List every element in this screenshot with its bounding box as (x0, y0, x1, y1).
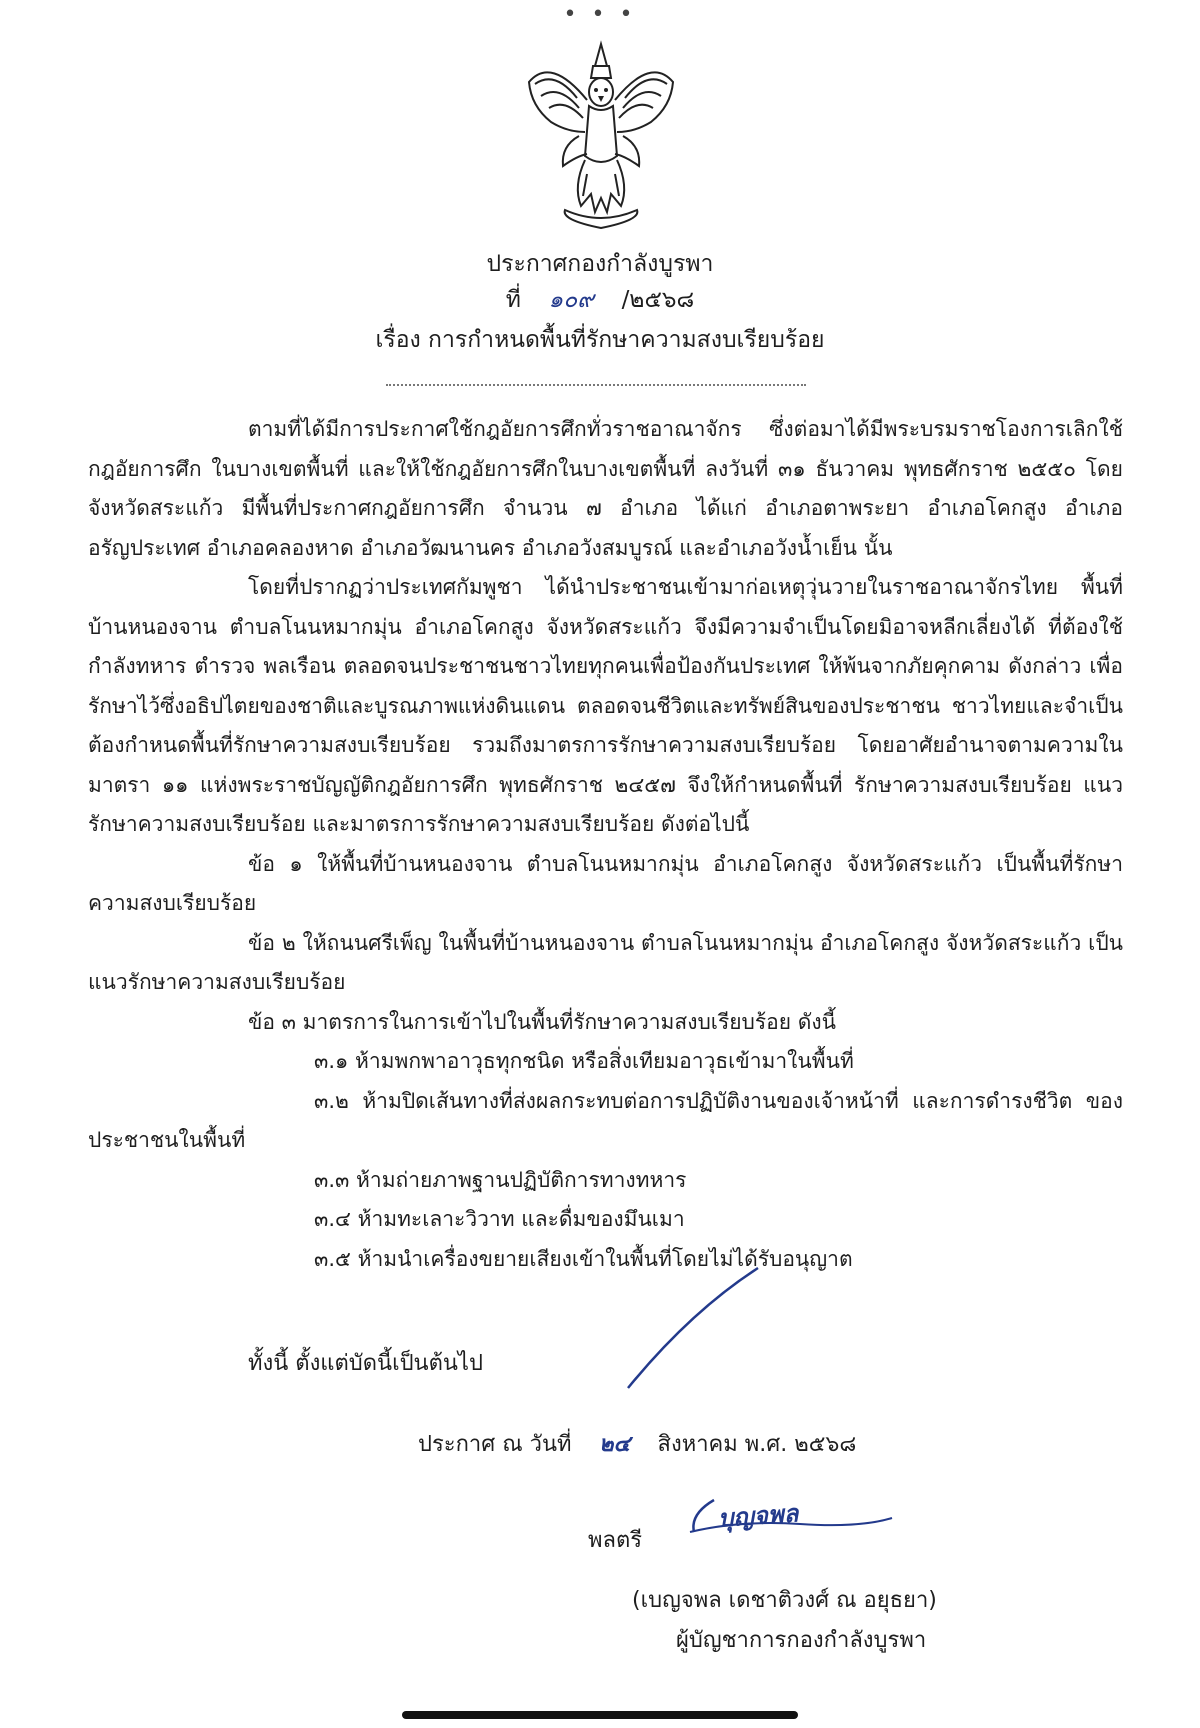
number-prefix: ที่ (505, 287, 521, 313)
number-handwritten: ๑๐๙ (548, 287, 594, 313)
top-dots: • • • (563, 2, 637, 27)
signer-name: (เบญจพล เดชาติวงศ์ ณ อยุธยา) (632, 1588, 937, 1613)
item-1: ข้อ ๑ ให้พื้นที่บ้านหนองจาน ตำบลโนนหมากมุ่น อำเภอโคกสูง จังหวัดสระแก้ว เป็นพื้นที่รักษา ความสงบเรียบร้อย (88, 851, 1123, 915)
item-3-3: ๓.๓ ห้ามถ่ายภาพฐานปฏิบัติการทางทหาร (314, 1167, 687, 1192)
announcement-number (0, 282, 1200, 318)
signature: บุญจพล (717, 1499, 800, 1533)
item-3-2: ๓.๒ ห้ามปิดเส้นทางที่ส่งผลกระทบต่อการปฏิบัติงานของเจ้าหน้าที่ และการดำรงชีวิต ของประชาชนในพื้นที่ (88, 1088, 1123, 1152)
number-suffix: /๒๕๖๘ (621, 287, 695, 313)
effective-statement: ทั้งนี้ ตั้งแต่บัดนี้เป็นต้นไป (248, 1351, 483, 1376)
dotted-separator (386, 384, 806, 386)
subject-line: เรื่อง การกำหนดพื้นที่รักษาความสงบเรียบร้อย (375, 327, 825, 353)
item-3-1: ๓.๑ ห้ามพกพาอาวุธทุกชนิด หรือสิ่งเทียมอาวุธเข้ามาในพื้นที่ (314, 1049, 854, 1073)
item-3-4: ๓.๔ ห้ามทะเลาะวิวาท และดื่มของมึนเมา (314, 1207, 685, 1231)
paragraph-1: ตามที่ได้มีการประกาศใช้กฎอัยการศึกทั่วราชอาณาจักร ซึ่งต่อมาได้มีพระบรมราชโองการเลิกใช้กฎอัยการศึก ในบางเขตพื้นที่ และให้ใช้กฎอัยการศึกในบางเขตพื้นที่ ลงวันที่ ๓๑ ธันวาคม พุทธศักราช ๒๕๕๐ โดยจังหวัดสระแก้ว มีพื้นที่ประกาศกฎอัยการศึก จำนวน ๗ อำเภอ ได้แก่ อำเภอตาพระยา อำเภอโคกสูง อำเภออรัญประเทศ อำเภอคลองหาด อำเภอวัฒนานคร อำเภอวังสมบูรณ์ และอำเภอวังน้ำเย็น นั้น (88, 417, 1123, 560)
date-prefix: ประกาศ ณ วันที่ (418, 1432, 572, 1457)
paragraph-2: โดยที่ปรากฏว่าประเทศกัมพูชา ได้นำประชาชนเข้ามาก่อเหตุวุ่นวายในราชอาณาจักรไทย พื้นที่บ้านหนองจาน ตำบลโนนหมากมุ่น อำเภอโคกสูง จังหวัดสระแก้ว จึงมีความจำเป็นโดยมิอาจหลีกเลี่ยงได้ ที่ต้องใช้กำลังทหาร ตำรวจ พลเรือน ตลอดจนประชาชนชาวไทยทุกคนเพื่อป้องกันประเทศ ให้พ้นจากภัยคุกคาม ดังกล่าว เพื่อรักษาไว้ซึ่งอธิปไตยของชาติและบูรณภาพแห่งดินแดน ตลอดจนชีวิตและทรัพย์สินของประชาชน ชาวไทยและจำเป็นต้องกำหนดพื้นที่รักษาความสงบเรียบร้อย รวมถึงมาตรการรักษาความสงบเรียบร้อย โดยอาศัยอำนาจตามความในมาตรา ๑๑ แห่งพระราชบัญญัติกฎอัยการศึก พุทธศักราช ๒๔๕๗ จึงให้กำหนดพื้นที่ รักษาความสงบเรียบร้อย แนวรักษาความสงบเรียบร้อย และมาตรการรักษาความสงบเรียบร้อย ดังต่อไปนี้ (88, 575, 1123, 836)
agency-title: ประกาศกองกำลังบูรพา (486, 251, 714, 277)
item-3-5: ๓.๕ ห้ามนำเครื่องขยายเสียงเข้าในพื้นที่โดยไม่ได้รับอนุญาต (314, 1246, 853, 1271)
announcement-body (88, 410, 1123, 1279)
item-3: ข้อ ๓ มาตรการในการเข้าไปในพื้นที่รักษาความสงบเรียบร้อย ดังนี้ (248, 1009, 836, 1034)
item-2: ข้อ ๒ ให้ถนนศรีเพ็ญ ในพื้นที่บ้านหนองจาน ตำบลโนนหมากมุ่น อำเภอโคกสูง จังหวัดสระแก้ว เป็นแนวรักษาความสงบเรียบร้อย (88, 930, 1123, 994)
announcement-date (418, 1426, 856, 1461)
signer-position: ผู้บัญชาการกองกำลังบูรพา (676, 1628, 927, 1653)
date-month-year: สิงหาคม พ.ศ. ๒๕๖๘ (657, 1432, 857, 1457)
home-indicator[interactable] (402, 1711, 798, 1719)
date-day-handwritten: ๒๔ (598, 1432, 631, 1457)
signer-rank: พลตรี (588, 1528, 643, 1553)
garuda-emblem-icon (521, 36, 681, 230)
